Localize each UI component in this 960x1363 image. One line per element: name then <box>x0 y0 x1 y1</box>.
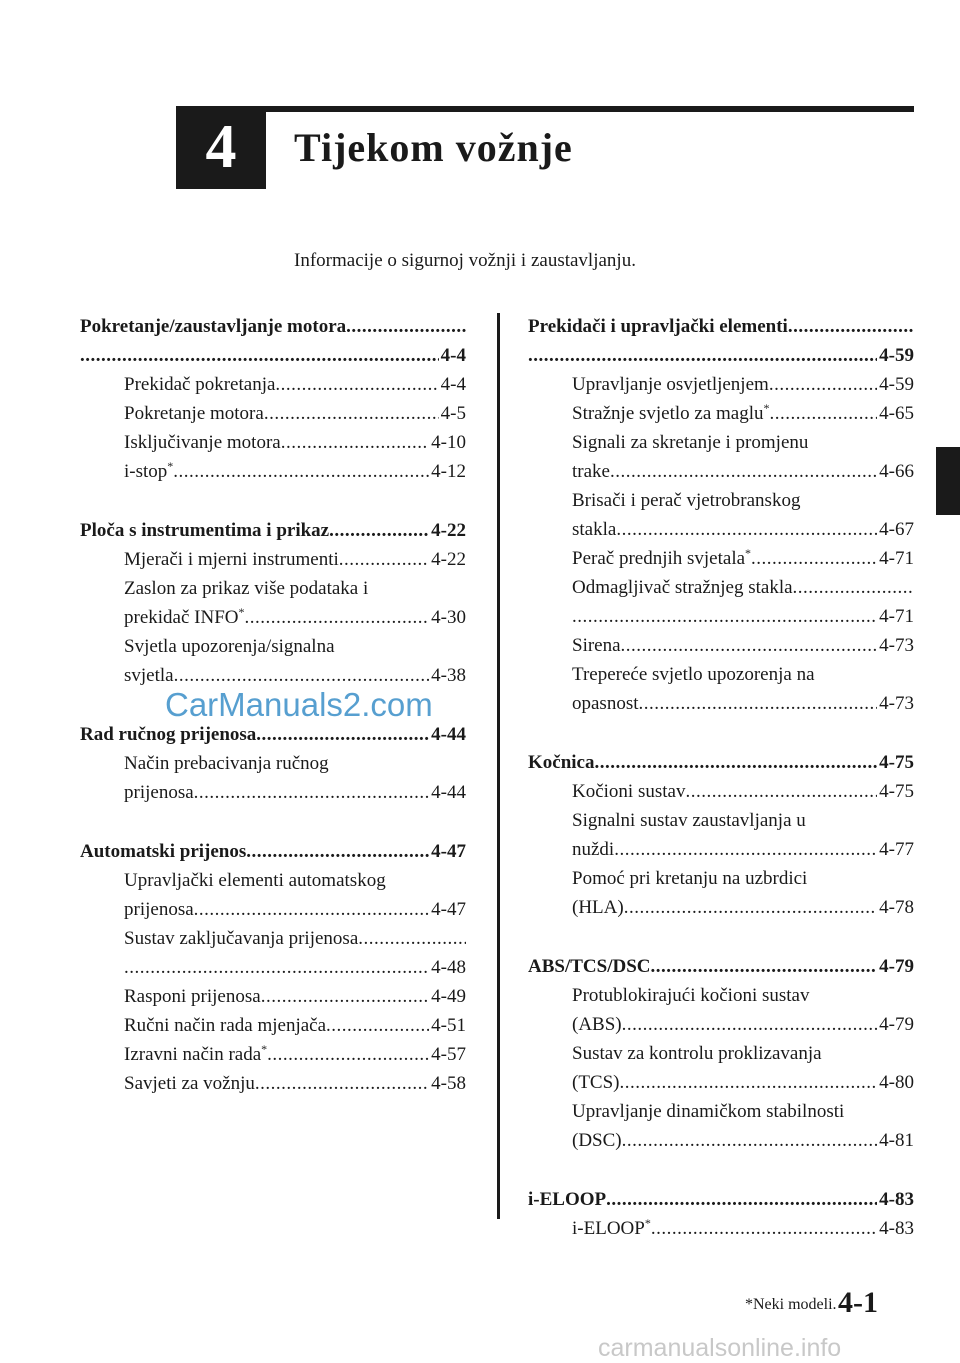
toc-entry-line <box>572 602 914 631</box>
dot-leader <box>788 312 914 341</box>
toc-entry-line-text-wrap <box>124 1011 326 1040</box>
chapter-rule <box>176 106 914 112</box>
dot-leader <box>358 924 466 953</box>
toc-entry[interactable] <box>80 1011 466 1040</box>
toc-entry-line-text: i-stop <box>124 461 168 482</box>
dot-leader <box>616 515 877 544</box>
toc-entry-line-text-wrap <box>124 778 194 807</box>
toc-entry-line-page: 4-71 <box>879 548 914 569</box>
toc-entry[interactable] <box>528 660 914 718</box>
toc-entry-line <box>124 545 466 574</box>
toc-entry-line-page: 4-67 <box>879 519 914 540</box>
toc-section <box>80 720 466 807</box>
section-heading-text-wrap <box>80 837 246 866</box>
chapter-subtitle: Informacije o sigurnoj vožnji i zaustavljanju. <box>294 250 636 271</box>
footer-note: *Neki modeli. <box>745 1296 837 1313</box>
toc-entry[interactable] <box>528 1039 914 1097</box>
toc-entry-line-text-wrap <box>572 457 610 486</box>
toc-entry-line-text: Ručni način rada mjenjača <box>124 1015 327 1036</box>
footnote-star: * <box>745 546 752 560</box>
toc-entry-line-text: Rasponi prijenosa <box>124 986 261 1007</box>
toc-entry[interactable] <box>528 573 914 631</box>
toc-entry-line-text: Prekidač pokretanja <box>124 374 276 395</box>
dot-leader <box>685 777 877 806</box>
toc-entry-line <box>124 370 466 399</box>
toc-entry[interactable] <box>80 428 466 457</box>
toc-entry-line-text: prijenosa <box>124 782 194 803</box>
dot-leader <box>275 370 438 399</box>
dot-leader <box>339 545 429 574</box>
toc-entry[interactable] <box>528 1214 914 1243</box>
toc-entry[interactable] <box>80 632 466 690</box>
toc-entry-line <box>572 1126 914 1155</box>
toc-entry-line-page: 4-49 <box>431 986 466 1007</box>
section-heading-text-wrap <box>80 720 256 749</box>
toc-entry-line-page: 4-78 <box>879 897 914 918</box>
toc-entry-line-page: 4-75 <box>879 781 914 802</box>
dot-leader <box>622 1126 878 1155</box>
section-heading[interactable] <box>80 516 466 545</box>
column-divider <box>497 313 500 1219</box>
dot-leader <box>793 573 914 602</box>
toc-section <box>528 1185 914 1243</box>
toc-entry[interactable] <box>528 428 914 486</box>
footnote-star: * <box>261 1042 268 1056</box>
toc-entry-line-page: 4-57 <box>431 1044 466 1065</box>
toc-entry-line-text: Sirena <box>572 635 621 656</box>
toc-entry-line <box>124 1040 466 1069</box>
toc-entry-line-text: Upravljanje osvjetljenjem <box>572 374 769 395</box>
dot-leader <box>572 602 877 631</box>
section-heading-text: Pokretanje/zaustavljanje motora <box>80 316 347 337</box>
toc-entry-line <box>572 399 914 428</box>
section-heading-text-wrap <box>528 312 788 341</box>
toc-entry-line-page: 4-48 <box>431 957 466 978</box>
toc-entry-line-text-wrap <box>572 1214 651 1243</box>
dot-leader <box>621 631 878 660</box>
dot-leader <box>261 982 429 1011</box>
toc-section <box>528 748 914 922</box>
toc-entry-line <box>124 399 466 428</box>
section-heading-page: 4-75 <box>879 752 914 773</box>
toc-entry-line-page: 4-80 <box>879 1072 914 1093</box>
toc-entry-pre: Svjetla upozorenja/signalna <box>124 636 335 657</box>
dot-leader <box>651 952 878 981</box>
toc-entry-line <box>572 515 914 544</box>
toc-section <box>80 516 466 690</box>
toc-entry[interactable] <box>528 486 914 544</box>
toc-entry[interactable] <box>80 574 466 632</box>
toc-entry-line-text: Mjerači i mjerni instrumenti <box>124 549 339 570</box>
toc-entry-line-page: 4-47 <box>431 899 466 920</box>
toc-entry-line-text-wrap <box>124 457 173 486</box>
toc-entry-line-text-wrap <box>124 545 339 574</box>
toc-entry-line <box>572 1068 914 1097</box>
toc-entry-line <box>124 1069 466 1098</box>
toc-entry-line-page: 4-30 <box>431 607 466 628</box>
dot-leader <box>769 370 877 399</box>
dot-leader <box>264 399 439 428</box>
toc-entry-line-text: Pokretanje motora <box>124 403 264 424</box>
dot-leader <box>329 516 429 545</box>
toc-entry-line-text: Savjeti za vožnju <box>124 1073 255 1094</box>
chapter-title: Tijekom vožnje <box>294 125 573 170</box>
toc-entry-line-text-wrap <box>572 777 685 806</box>
section-heading-text: ABS/TCS/DSC <box>528 956 651 977</box>
section-heading-page[interactable] <box>80 341 466 370</box>
toc-entry-line-page: 4-10 <box>431 432 466 453</box>
toc-entry-line-text: nuždi <box>572 839 615 860</box>
toc-entry-line-text: (HLA) <box>572 897 624 918</box>
toc-entry-pre: Zaslon za prikaz više podataka i <box>124 578 369 599</box>
section-heading-text-wrap <box>80 312 346 341</box>
section-heading-page: 4-47 <box>431 841 466 862</box>
dot-leader <box>80 341 439 370</box>
toc-entry-line <box>572 370 914 399</box>
section-heading-text-wrap <box>528 952 651 981</box>
dot-leader <box>610 457 877 486</box>
toc-entry-line <box>124 428 466 457</box>
toc-entry-line-text-wrap <box>572 573 793 602</box>
toc-entry[interactable] <box>80 749 466 807</box>
toc-entry-line-text-wrap <box>124 924 358 953</box>
dot-leader <box>620 1068 878 1097</box>
toc-entry-line <box>572 777 914 806</box>
toc-entry[interactable] <box>528 544 914 573</box>
dot-leader <box>528 341 877 370</box>
toc-entry-line <box>572 689 914 718</box>
toc-entry-line-page: 4-73 <box>879 693 914 714</box>
toc-entry-line-text: Stražnje svjetlo za maglu <box>572 403 764 424</box>
dot-leader <box>751 544 877 573</box>
section-heading[interactable] <box>528 952 914 981</box>
toc-entry-line-text-wrap <box>124 428 281 457</box>
toc-section <box>528 312 914 718</box>
toc-entry-line <box>124 457 466 486</box>
toc-entry[interactable] <box>528 370 914 399</box>
toc-entry-line-text: (ABS) <box>572 1014 622 1035</box>
dot-leader <box>255 1069 429 1098</box>
toc-entry-line-text-wrap <box>572 515 616 544</box>
toc-entry-line-text: Isključivanje motora <box>124 432 281 453</box>
toc-entry-line <box>572 544 914 573</box>
chapter-number: 4 <box>205 113 237 181</box>
section-heading-text-wrap <box>528 748 595 777</box>
toc-entry-line-page: 4-58 <box>431 1073 466 1094</box>
section-heading-page: 4-83 <box>879 1189 914 1210</box>
toc-entry-line-text-wrap <box>572 893 624 922</box>
toc-entry-line-page: 4-5 <box>440 403 466 424</box>
dot-leader <box>614 835 877 864</box>
toc-entry-line-text: prijenosa <box>124 899 194 920</box>
toc-entry-line-text-wrap <box>124 1069 255 1098</box>
toc-entry[interactable] <box>528 806 914 864</box>
toc-entry-line-text: Kočioni sustav <box>572 781 686 802</box>
toc-entry-line-page: 4-4 <box>440 374 466 395</box>
section-heading[interactable] <box>528 1185 914 1214</box>
toc-entry-line-page: 4-22 <box>431 549 466 570</box>
toc-entry-pre: Signali za skretanje i promjenu <box>572 432 809 453</box>
toc-entry-line-text: (DSC) <box>572 1130 622 1151</box>
dot-leader <box>246 837 429 866</box>
toc-entry-line <box>124 1011 466 1040</box>
dot-leader <box>606 1185 877 1214</box>
section-heading-page: 4-79 <box>879 956 914 977</box>
toc-entry-line-text: trake <box>572 461 610 482</box>
toc-entry-line-text: Izravni način rada <box>124 1044 262 1065</box>
toc-entry-line <box>124 895 466 924</box>
dot-leader <box>124 953 429 982</box>
toc-entry-line <box>572 631 914 660</box>
dot-leader <box>770 399 878 428</box>
toc-entry-line-text-wrap <box>124 603 245 632</box>
footnote-star: * <box>763 401 770 415</box>
toc-entry[interactable] <box>80 545 466 574</box>
toc-entry-line-text-wrap <box>572 370 769 399</box>
toc-entry-line-page: 4-44 <box>431 782 466 803</box>
section-heading-text: Ploča s instrumentima i prikaz <box>80 520 330 541</box>
toc-entry[interactable] <box>80 457 466 486</box>
toc-entry-pre: Protublokirajući kočioni sustav <box>572 985 810 1006</box>
section-heading-page: 4-44 <box>431 724 466 745</box>
section-heading-page: 4-22 <box>431 520 466 541</box>
toc-entry-line <box>572 835 914 864</box>
toc-entry-line <box>572 1214 914 1243</box>
dot-leader <box>173 457 429 486</box>
toc-entry-pre: Brisači i perač vjetrobranskog <box>572 490 801 511</box>
toc-entry-line-page: 4-81 <box>879 1130 914 1151</box>
toc-entry-line-page: 4-83 <box>879 1218 914 1239</box>
section-heading-text: Kočnica <box>528 752 595 773</box>
toc-entry-line-text-wrap <box>124 982 261 1011</box>
toc-entry-line-text-wrap <box>572 1068 620 1097</box>
toc-entry-line-text: (TCS) <box>572 1072 620 1093</box>
toc-right-column <box>528 312 914 1273</box>
dot-leader <box>595 748 878 777</box>
section-heading-page[interactable] <box>528 341 914 370</box>
toc-entry-line-text: Perač prednjih svjetala <box>572 548 746 569</box>
section-heading-text: Rad ručnog prijenosa <box>80 724 257 745</box>
toc-section <box>80 312 466 486</box>
chapter-side-tab <box>936 447 960 515</box>
section-heading-page-page: 4-59 <box>879 345 914 366</box>
toc-entry[interactable] <box>80 399 466 428</box>
toc-entry-line <box>572 1010 914 1039</box>
section-heading-text: Prekidači i upravljački elementi <box>528 316 788 337</box>
toc-entry-line-text: svjetla <box>124 665 174 686</box>
section-heading-text: Automatski prijenos <box>80 841 247 862</box>
toc-entry-line-text-wrap <box>572 631 621 660</box>
toc-entry[interactable] <box>528 777 914 806</box>
section-heading[interactable] <box>528 312 914 341</box>
dot-leader <box>194 778 430 807</box>
toc-section <box>528 952 914 1155</box>
toc-entry-line-page: 4-79 <box>879 1014 914 1035</box>
toc-entry-line <box>124 953 466 982</box>
toc-entry-line-page: 4-66 <box>879 461 914 482</box>
toc-entry-line-page: 4-73 <box>879 635 914 656</box>
section-heading[interactable] <box>80 720 466 749</box>
toc-entry-line-text: opasnost <box>572 693 639 714</box>
section-heading-page-page: 4-4 <box>440 345 466 366</box>
dot-leader <box>245 603 430 632</box>
toc-entry-line <box>572 893 914 922</box>
footnote-star: * <box>167 459 174 473</box>
toc-entry[interactable] <box>528 981 914 1039</box>
toc-entry-line-text-wrap <box>572 544 751 573</box>
section-heading[interactable] <box>80 837 466 866</box>
toc-entry-line-page: 4-65 <box>879 403 914 424</box>
toc-entry[interactable] <box>528 631 914 660</box>
toc-entry[interactable] <box>80 982 466 1011</box>
toc-entry-line <box>124 778 466 807</box>
toc-entry-pre: Sustav za kontrolu proklizavanja <box>572 1043 822 1064</box>
toc-entry[interactable] <box>80 866 466 924</box>
toc-entry-line-text-wrap <box>572 399 770 428</box>
toc-entry-pre: Način prebacivanja ručnog <box>124 753 329 774</box>
toc-entry-line-page: 4-71 <box>879 606 914 627</box>
toc-entry[interactable] <box>80 1069 466 1098</box>
toc-entry-pre: Pomoć pri kretanju na uzbrdici <box>572 868 808 889</box>
section-heading-text-wrap <box>80 516 329 545</box>
toc-entry-line-text-wrap <box>124 1040 267 1069</box>
toc-entry-pre: Trepereće svjetlo upozorenja na <box>572 664 815 685</box>
toc-entry-pre: Upravljanje dinamičkom stabilnosti <box>572 1101 845 1122</box>
toc-entry-line-text-wrap <box>572 1010 622 1039</box>
dot-leader <box>624 893 877 922</box>
dot-leader <box>194 895 430 924</box>
toc-entry-line-text: i-ELOOP <box>572 1218 645 1239</box>
dot-leader <box>651 1214 877 1243</box>
section-heading[interactable] <box>80 312 466 341</box>
toc-entry-line <box>124 603 466 632</box>
toc-entry-line-text-wrap <box>572 689 639 718</box>
toc-entry-line <box>572 457 914 486</box>
section-heading-text-wrap <box>528 1185 606 1214</box>
toc-entry-line-page: 4-59 <box>879 374 914 395</box>
toc-entry-line-text-wrap <box>124 895 194 924</box>
toc-entry-line-page: 4-77 <box>879 839 914 860</box>
toc-entry-line-text: prekidač INFO <box>124 607 239 628</box>
toc-entry-line <box>124 924 466 953</box>
toc-entry-line-page: 4-51 <box>431 1015 466 1036</box>
page-number: 4-1 <box>838 1286 878 1319</box>
dot-leader <box>639 689 878 718</box>
toc-entry[interactable] <box>80 370 466 399</box>
footnote-star: * <box>644 1216 651 1230</box>
toc-entry-line-page: 4-38 <box>431 665 466 686</box>
carmanuals-watermark: CarManuals2.com <box>165 686 433 723</box>
toc-entry-line-text-wrap <box>572 1126 622 1155</box>
dot-leader <box>281 428 429 457</box>
toc-entry[interactable] <box>528 864 914 922</box>
toc-entry-pre: Upravljački elementi automatskog <box>124 870 386 891</box>
dot-leader <box>346 312 466 341</box>
bottom-watermark: carmanualsonline.info <box>598 1334 842 1362</box>
chapter-number-box <box>176 106 266 189</box>
toc-entry[interactable] <box>528 1097 914 1155</box>
toc-entry-pre: Signalni sustav zaustavljanja u <box>572 810 806 831</box>
dot-leader <box>326 1011 429 1040</box>
toc-entry-line-text: Odmagljivač stražnjeg stakla <box>572 577 793 598</box>
toc-entry-line <box>572 573 914 602</box>
toc-entry[interactable] <box>80 924 466 982</box>
toc-entry-line-text-wrap <box>124 370 275 399</box>
toc-section <box>80 837 466 1098</box>
toc-entry-line-text: stakla <box>572 519 617 540</box>
toc-entry-line-text-wrap <box>124 399 264 428</box>
toc-entry-line-text-wrap <box>572 835 614 864</box>
section-heading-text: i-ELOOP <box>528 1189 607 1210</box>
toc-entry-line-text: Sustav zaključavanja prijenosa <box>124 928 359 949</box>
toc-entry[interactable] <box>80 1040 466 1069</box>
toc-entry-line <box>124 982 466 1011</box>
footnote-star: * <box>238 605 245 619</box>
toc-entry[interactable] <box>528 399 914 428</box>
toc-entry-line-page: 4-12 <box>431 461 466 482</box>
section-heading[interactable] <box>528 748 914 777</box>
dot-leader <box>267 1040 429 1069</box>
dot-leader <box>256 720 429 749</box>
dot-leader <box>622 1010 878 1039</box>
